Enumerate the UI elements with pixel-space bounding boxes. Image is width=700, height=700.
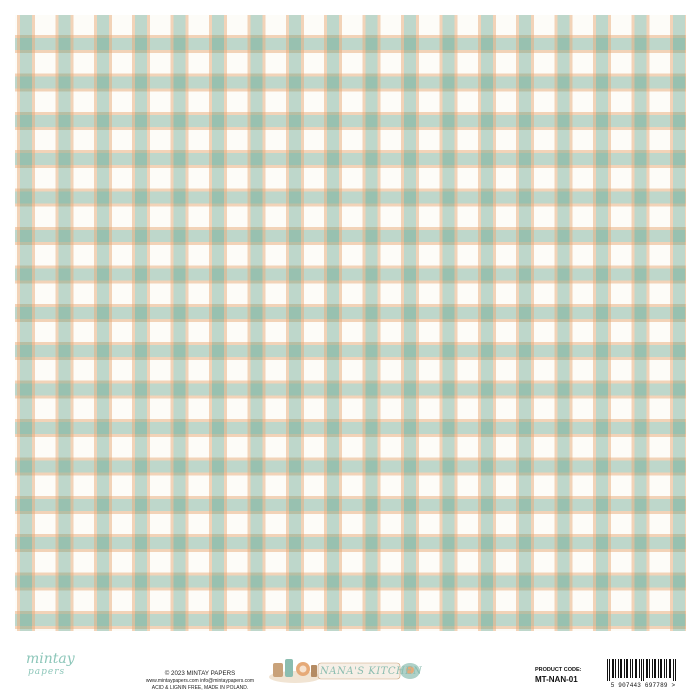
publisher-info <box>120 670 280 692</box>
mintay-logo <box>26 651 76 683</box>
product-code-block <box>535 666 605 685</box>
collection-name: NANA'S KITCHEN <box>320 666 423 677</box>
gingham-pattern <box>15 15 686 631</box>
sheet-footer <box>0 631 700 700</box>
product-code-label: PRODUCT CODE: <box>535 667 582 673</box>
logo-sub-text: papers <box>28 667 66 677</box>
barcode <box>605 659 681 689</box>
logo-main-text: mintay <box>26 651 75 667</box>
barcode-icon <box>605 659 681 681</box>
contact-text: www.mintaypapers.com info@mintaypapers.com <box>145 678 255 684</box>
collection-logo <box>265 651 425 685</box>
product-code-value: MT-NAN-01 <box>535 675 578 684</box>
paper-notes-text: ACID & LIGNIN FREE, MADE IN POLAND. <box>151 685 249 691</box>
barcode-number: 5 907443 697789 > <box>610 682 676 689</box>
copyright-text: © 2023 MINTAY PAPERS <box>164 670 236 677</box>
